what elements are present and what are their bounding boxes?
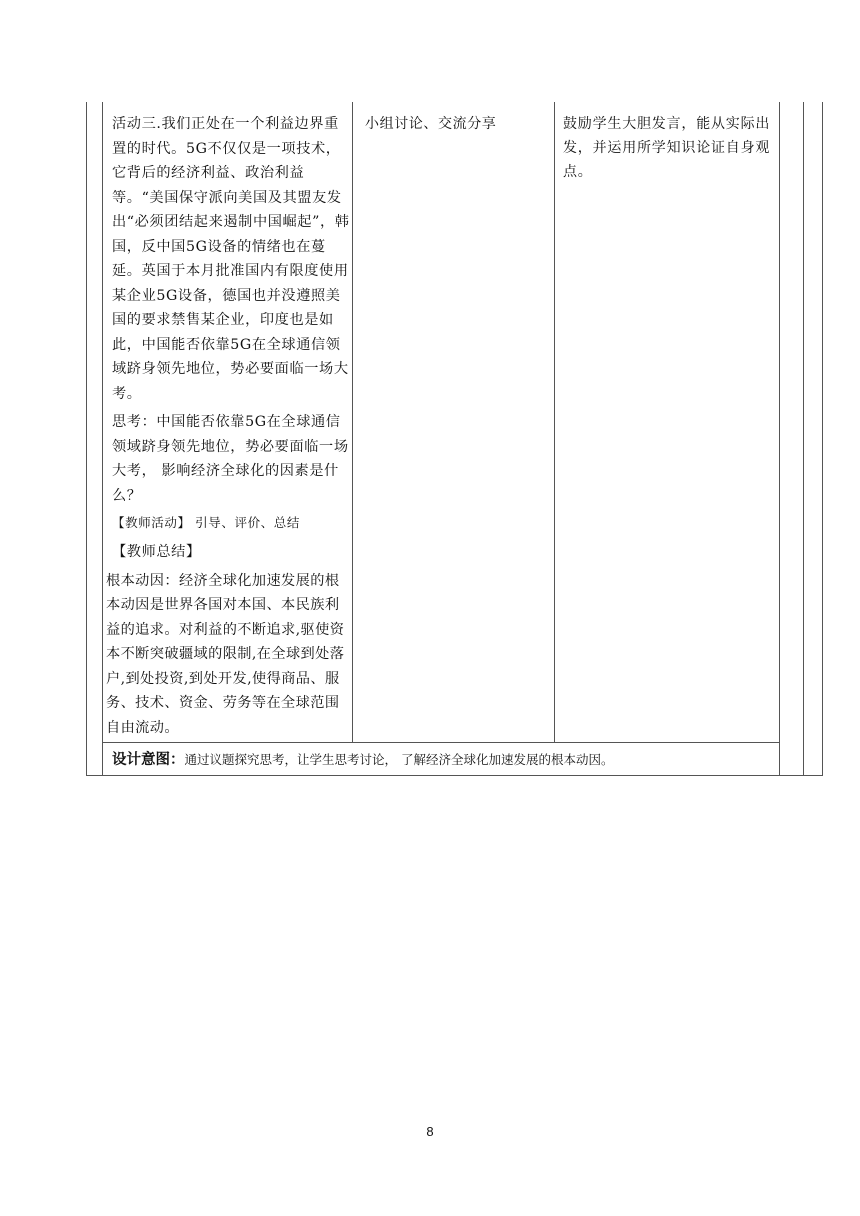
teacher-activity-label: 【教师活动】 xyxy=(112,515,191,530)
activity-text: 活动三.我们正处在一个利益边界重置的时代。5G不仅仅是一项技术，它背后的经济利益、政治利益等。“美国保守派向美国及其盟友发出“必须团结起来遏制中国崛起”，韩国，反中国5G设备的情绪也在蔓延。英国于本月批准国内有限度使用某企业5G设备，德国也并没遵照美国的要求禁售某企业，印度也是如此，中国能否依靠5G在全球通信领域跻身领先地位，势必要面临一场大考。 xyxy=(112,116,350,402)
column-divider-3 xyxy=(779,102,780,776)
column-divider-4 xyxy=(803,102,804,776)
summary-text: 根本动因：经济全球化加速发展的根本动因是世界各国对本国、本民族利益的追求。对利益的不断追求,驱使资本不断突破疆域的限制,在全球到处落户,到处投资,到处开发,使得商品、服务、技术、资金、劳务等在全球范围自由流动。 xyxy=(106,572,345,736)
think-question: 思考：中国能否依靠5G在全球通信领域跻身领先地位，势必要面临一场大考， 影响经济全球化的因素是什么？ xyxy=(112,414,349,504)
teacher-summary-label: 【教师总结】 xyxy=(112,544,201,560)
design-intent-row xyxy=(112,748,772,772)
student-activity-cell xyxy=(365,112,545,136)
table-border-left xyxy=(86,102,87,776)
table-border-inner-left xyxy=(102,102,103,776)
student-activity-text: 小组讨论、交流分享 xyxy=(365,116,497,132)
column-divider-1 xyxy=(352,102,353,742)
page-number: 8 xyxy=(426,1124,434,1139)
activity-cell xyxy=(106,112,352,744)
column-divider-2 xyxy=(554,102,555,742)
table-border-bottom xyxy=(86,775,823,776)
table-border-right xyxy=(822,102,823,776)
design-intent-summary: 通过议题探究思考，让学生思考讨论， 了解经济全球化加速发展的根本动因。 xyxy=(184,752,614,767)
teacher-activity-text: 引导、评价、总结 xyxy=(190,515,300,530)
design-intent-text: 鼓励学生大胆发言，能从实际出发，并运用所学知识论证自身观点。 xyxy=(563,116,771,180)
design-intent-label: 设计意图： xyxy=(112,752,185,768)
design-intent-cell xyxy=(563,112,783,184)
teacher-activity xyxy=(112,512,352,534)
